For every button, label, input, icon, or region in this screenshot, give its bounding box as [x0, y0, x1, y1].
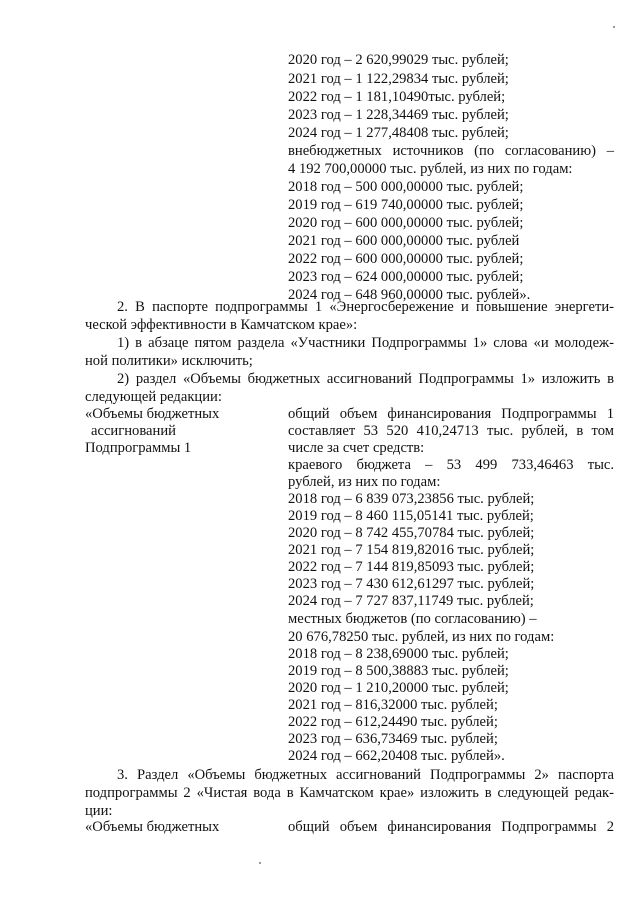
item-3-line-3: ции:	[85, 803, 113, 819]
sp1-local-2019: 2019 год – 8 500,38883 тыс. рублей;	[288, 663, 509, 679]
sp1-local-line-1: местных бюджетов (по согласованию) –	[288, 611, 537, 627]
offbudget-2024-line: 2024 год – 648 960,00000 тыс. рублей».	[288, 287, 531, 303]
sp1-regional-2019: 2019 год – 8 460 115,05141 тыс. рублей;	[288, 508, 534, 524]
sp1-regional-line-2: рублей, из них по годам:	[288, 474, 441, 490]
offbudget-2023-line: 2023 год – 624 000,00000 тыс. рублей;	[288, 269, 524, 285]
sp1-local-line-2: 20 676,78250 тыс. рублей, из них по годам:	[288, 629, 555, 645]
sp1-local-2021: 2021 год – 816,32000 тыс. рублей;	[288, 697, 498, 713]
offbudget-2020-line: 2020 год – 600 000,00000 тыс. рублей;	[288, 215, 524, 231]
item-2-line-2: ческой эффективности в Камчатском крае»:	[85, 317, 358, 333]
scan-speck	[613, 26, 615, 28]
sp1-regional-2023: 2023 год – 7 430 612,61297 тыс. рублей;	[288, 576, 535, 592]
funding-2020-line: 2020 год – 2 620,99029 тыс. рублей;	[288, 52, 509, 68]
sp1-left-label-3: Подпрограммы 1	[85, 440, 192, 456]
funding-2021-line: 2021 год – 1 122,29834 тыс. рублей;	[288, 71, 509, 87]
sp1-local-2022: 2022 год – 612,24490 тыс. рублей;	[288, 714, 498, 730]
sp1-local-2024: 2024 год – 662,20408 тыс. рублей».	[288, 748, 505, 764]
sp1-local-2018: 2018 год – 8 238,69000 тыс. рублей;	[288, 646, 509, 662]
offbudget-2021-line: 2021 год – 600 000,00000 тыс. рублей	[288, 233, 520, 249]
sp1-regional-2020: 2020 год – 8 742 455,70784 тыс. рублей;	[288, 525, 535, 541]
sp1-regional-2022: 2022 год – 7 144 819,85093 тыс. рублей;	[288, 559, 535, 575]
item-3-line-1: 3. Раздел «Объемы бюджетных ассигнований Подпрограммы 2» паспорта	[117, 767, 614, 783]
sp1-regional-line-1: краевого бюджета – 53 499 733,46463 тыс.	[288, 457, 614, 473]
funding-2023-line: 2023 год – 1 228,34469 тыс. рублей;	[288, 107, 509, 123]
funding-2024-line: 2024 год – 1 277,48408 тыс. рублей;	[288, 125, 509, 141]
sp1-left-label-1: «Объемы бюджетных	[85, 406, 220, 422]
offbudget-2022-line: 2022 год – 600 000,00000 тыс. рублей;	[288, 251, 524, 267]
sp1-local-2020: 2020 год – 1 210,20000 тыс. рублей;	[288, 680, 509, 696]
scan-speck	[259, 862, 261, 864]
item-2-1-line-1: 1) в абзаце пятом раздела «Участники Подпрограммы 1» слова «и молодеж-	[117, 335, 614, 351]
sp2-left-label-1: «Объемы бюджетных	[85, 819, 220, 835]
item-2-2-line-1: 2) раздел «Объемы бюджетных ассигнований Подпрограммы 1» изложить в	[117, 371, 614, 387]
sp1-total-line-2: составляет 53 520 410,24713 тыс. рублей, в том	[288, 423, 614, 439]
sp1-regional-2024: 2024 год – 7 727 837,11749 тыс. рублей;	[288, 593, 534, 609]
sp1-total-line-3: числе за счет средств:	[288, 440, 425, 456]
sp2-total-line-1: общий объем финансирования Подпрограммы 2	[288, 819, 614, 835]
item-2-2-line-2: следующей редакции:	[85, 389, 222, 405]
offbudget-total-line: 4 192 700,00000 тыс. рублей, из них по годам:	[288, 161, 573, 177]
item-2-line-1: 2. В паспорте подпрограммы 1 «Энергосбережение и повышение энергети-	[117, 299, 614, 315]
item-3-line-2: подпрограммы 2 «Чистая вода в Камчатском крае» изложить в следующей редак-	[85, 785, 614, 801]
sp1-local-2023: 2023 год – 636,73469 тыс. рублей;	[288, 731, 498, 747]
funding-2022-line: 2022 год – 1 181,10490тыс. рублей;	[288, 89, 506, 105]
sp1-regional-2021: 2021 год – 7 154 819,82016 тыс. рублей;	[288, 542, 535, 558]
sp1-total-line-1: общий объем финансирования Подпрограммы 1	[288, 406, 614, 422]
sp1-regional-2018: 2018 год – 6 839 073,23856 тыс. рублей;	[288, 491, 535, 507]
offbudget-2018-line: 2018 год – 500 000,00000 тыс. рублей;	[288, 179, 524, 195]
sp1-left-label-2: ассигнований	[91, 423, 176, 439]
item-2-1-line-2: ной политики» исключить;	[85, 353, 253, 369]
offbudget-sources-line: внебюджетных источников (по согласованию) –	[288, 143, 614, 159]
offbudget-2019-line: 2019 год – 619 740,00000 тыс. рублей;	[288, 197, 524, 213]
